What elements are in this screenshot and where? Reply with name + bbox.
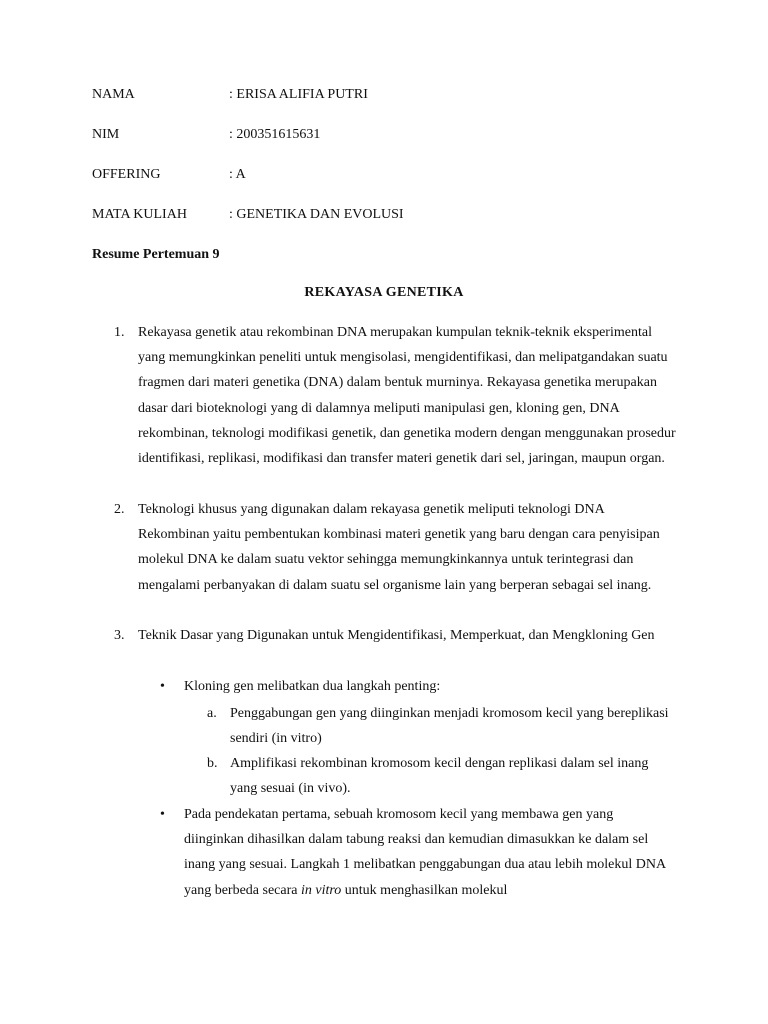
nim-value: : 200351615631 [229, 127, 321, 142]
name-value: : ERISA ALIFIA PUTRI [229, 87, 368, 102]
item-text-1: Rekayasa genetik atau rekombinan DNA merupakan kumpulan teknik-teknik eksperimental yang memungkinkan peneliti untuk mengisolasi, mengidentifikasi, dan melipatgandakan suatu fragmen dari materi genetika (DNA) dalam bentuk murninya. Rekayasa genetika merupakan dasar dari bioteknologi yang di dalamnya meliputi manipulasi gen, kloning gen, DNA rekombinan, teknologi modifikasi genetik, dan genetika modern dengan menggunakan prosedur identifikasi, replikasi, modifikasi dan transfer materi genetik dari sel, jaringan, maupun organ. [138, 325, 676, 467]
sub-letter-a: a. [207, 706, 217, 721]
item-text-2: Teknologi khusus yang digunakan dalam rekayasa genetik meliputi teknologi DNA Rekombinan yaitu pembentukan kombinasi materi genetik yang baru dengan cara penyisipan molekul DNA ke dalam suatu vektor sehingga memungkinkannya untuk terintegrasi dan mengalami perbanyakan di dalam suatu sel organisme lain yang berperan sebagai sel inang. [138, 502, 660, 593]
item-number-2: 2. [114, 502, 125, 517]
bullet-text-2-end: untuk menghasilkan molekul [341, 882, 508, 898]
sub-text-a: Penggabungan gen yang diinginkan menjadi kromosom kecil yang bereplikasi sendiri (in vitro) [230, 706, 669, 747]
resume-label: Resume Pertemuan 9 [92, 247, 220, 262]
nim-label: NIM [92, 127, 120, 142]
bullet-text-2-main: Pada pendekatan pertama, sebuah kromosom kecil yang membawa gen yang diinginkan dihasilkan dalam tabung reaksi dan kemudian dimasukkan ke dalam sel inang yang sesuai. Langkah 1 melibatkan penggabungan dua atau lebih molekul DNA yang berbeda secara [184, 807, 666, 898]
name-label: NAMA [92, 87, 135, 102]
bullet-1: • [160, 679, 165, 694]
sub-letter-b: b. [207, 756, 218, 771]
item-number-1: 1. [114, 325, 125, 340]
sub-text-b: Amplifikasi rekombinan kromosom kecil dengan replikasi dalam sel inang yang sesuai (in vivo). [230, 756, 649, 797]
course-value: : GENETIKA DAN EVOLUSI [229, 207, 404, 222]
bullet-text-1: Kloning gen melibatkan dua langkah penting: [184, 679, 441, 694]
course-label: MATA KULIAH [92, 207, 187, 222]
offering-value: : A [229, 167, 246, 182]
offering-label: OFFERING [92, 167, 161, 182]
item-number-3: 3. [114, 628, 125, 643]
bullet-2: • [160, 807, 165, 822]
item-text-3: Teknik Dasar yang Digunakan untuk Mengidentifikasi, Memperkuat, dan Mengkloning Gen [138, 628, 655, 643]
document-title: REKAYASA GENETIKA [304, 285, 464, 300]
bullet-text-2 [184, 802, 674, 903]
bullet-text-2-italic: in vitro [300, 882, 342, 898]
